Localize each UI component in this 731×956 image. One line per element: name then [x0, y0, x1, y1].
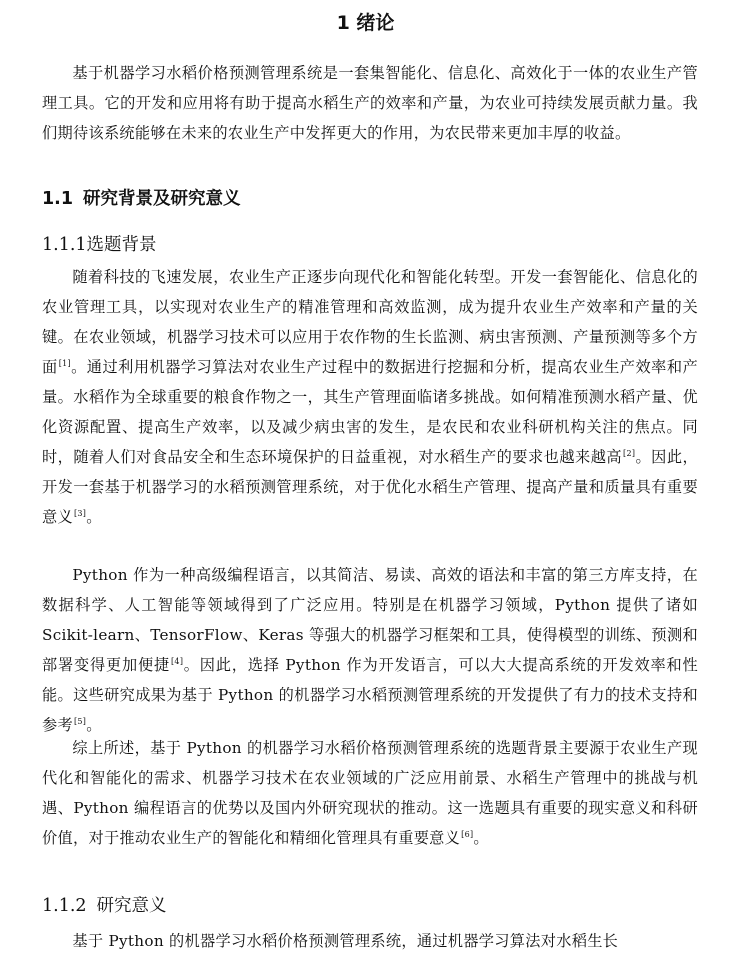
background-paragraph-2 [42, 560, 698, 740]
citation-5: [5] [73, 716, 87, 726]
text-span: Python 作为一种高级编程语言，以其简洁、易读、高效的语法和丰富的第三方库支持，在数据科学、人工智能等领域得到了广泛应用。特别是在机器学习领域，Python 提供了诸如 Scikit-learn、TensorFlow、Keras 等强大的机器学习框架和工具，使得模型的训练、预测和部署变得更加便捷 [42, 566, 698, 674]
section-number: 1.1 [42, 189, 74, 209]
subsection-title: 选题背景 [86, 235, 157, 255]
citation-6: [6] [461, 829, 474, 839]
text-span: 。 [86, 716, 102, 734]
text-span: 随着科技的飞速发展，农业生产正逐步向现代化和智能化转型。开发一套智能化、信息化的农业管理工具，以实现对农业生产的精准管理和高效监测，成为提升农业生产效率和产量的关键。在农业领域，机器学习技术可以应用于农作物的生长监测、病虫害预测、产量预测等多个方面 [42, 268, 698, 376]
section-heading-1-1 [42, 184, 241, 214]
significance-paragraph: 基于 Python 的机器学习水稻价格预测管理系统，通过机器学习算法对水稻生长 [72, 932, 619, 950]
subsection-number: 1.1.2 [42, 896, 87, 916]
text-span: 。 [86, 508, 102, 526]
citation-2: [2] [623, 448, 636, 458]
section-title: 研究背景及研究意义 [83, 189, 241, 209]
text-span: 。通过利用机器学习算法对农业生产过程中的数据进行挖掘和分析，提高农业生产效率和产量。水稻作为全球重要的粮食作物之一，其生产管理面临诸多挑战。如何精准预测水稻产量、优化资源配置、提高生产效率，以及减少病虫害的发生，是农民和农业科研机构关注的焦点。同时，随着人们对食品安全和生态环境保护的日益重视，对水稻生产的要求也越来越高 [42, 358, 698, 466]
subsection-heading-1-1-2 [42, 891, 167, 921]
background-paragraph-1 [42, 262, 698, 532]
citation-3: [3] [73, 508, 87, 518]
text-span: 。因此，开发一套基于机器学习的水稻预测管理系统，对于优化水稻生产管理、提高产量和质量具有重要意义 [42, 448, 698, 526]
intro-paragraph: 基于机器学习水稻价格预测管理系统是一套集智能化、信息化、高效化于一体的农业生产管理工具。它的开发和应用将有助于提高水稻生产的效率和产量，为农业可持续发展贡献力量。我们期待该系统能够在未来的农业生产中发挥更大的作用，为农民带来更加丰厚的收益。 [42, 64, 698, 142]
background-paragraph-3 [42, 733, 698, 853]
text-span: 。因此，选择 Python 作为开发语言，可以大大提高系统的开发效率和性能。这些研究成果为基于 Python 的机器学习水稻预测管理系统的开发提供了有力的技术支持和参考 [42, 656, 698, 734]
citation-1: [1] [58, 358, 71, 368]
subsection-heading-1-1-1 [42, 230, 157, 260]
text-span: 。 [473, 829, 489, 847]
citation-4: [4] [171, 656, 184, 666]
chapter-title: 1 绪论 [336, 12, 395, 34]
text-span: 综上所述，基于 Python 的机器学习水稻价格预测管理系统的选题背景主要源于农业生产现代化和智能化的需求、机器学习技术在农业领域的广泛应用前景、水稻生产管理中的挑战与机遇、Python 编程语言的优势以及国内外研究现状的推动。这一选题具有重要的现实意义和科研价值，对于推动农业生产的智能化和精细化管理具有重要意义 [42, 739, 698, 847]
subsection-title: 研究意义 [96, 896, 167, 916]
subsection-number: 1.1.1 [42, 235, 87, 255]
